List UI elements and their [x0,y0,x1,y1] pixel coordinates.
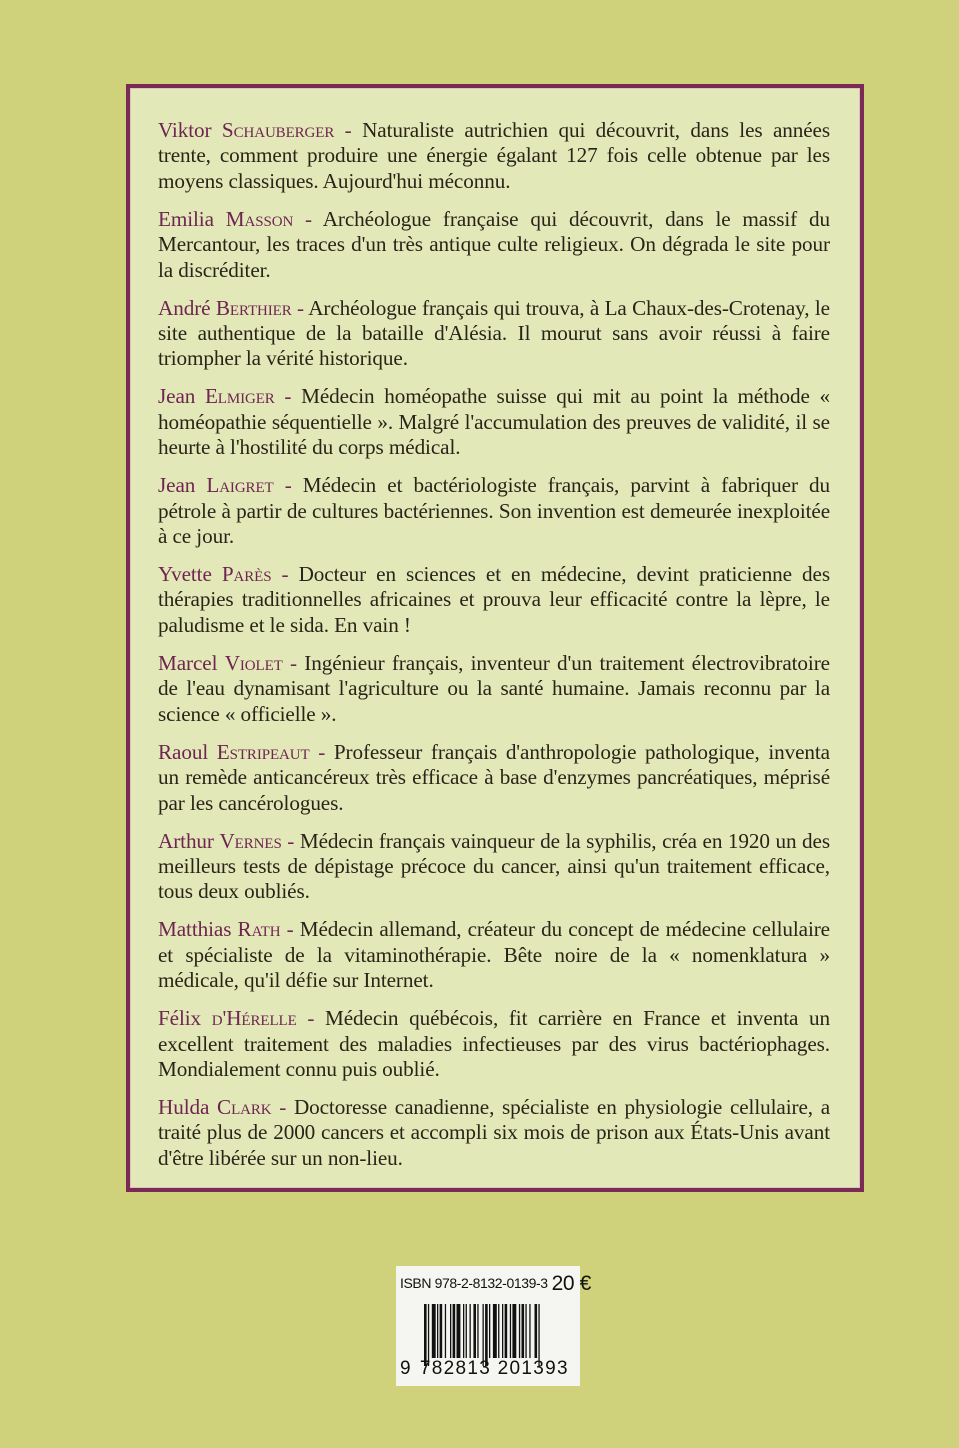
barcode-bar [535,1304,538,1358]
barcode-bar [498,1304,499,1358]
author-first-name: Viktor [158,118,212,142]
barcode-bar [485,1304,488,1366]
author-description: Professeur français d'anthropologie pathologique, inventa un remède anticancéreux très efficace à base d'enzymes pancréatiques, méprisé par les cancérologues. [158,739,830,815]
barcode-bar [450,1304,451,1358]
barcode-bar [466,1304,467,1358]
barcode-bar [457,1304,461,1358]
barcode-bar [505,1304,508,1358]
author-surname: Vernes [219,828,282,853]
author-first-name: Yvette [158,562,212,587]
barcode-bar [522,1304,525,1358]
author-entry [158,562,830,638]
author-surname: Rath [237,917,281,942]
author-description: Naturaliste autrichien qui découvrit, dans les années trente, comment produire une énergie égalant 127 fois celle obtenue par les moyens classiques. Aujourd'hui méconnu. [158,118,830,193]
author-surname: Parès [221,562,272,587]
author-description: Médecin québécois, fit carrière en France et inventa un excellent traitement des maladies infectieuses par des virus bactériophages. Mondialement connu puis oublié. [158,1006,830,1081]
price: 20 € [551,1272,591,1295]
barcode-bar [477,1304,478,1358]
author-first-name: Hulda [158,1094,210,1119]
author-first-name: Félix [158,1006,202,1031]
author-first-name: Jean [158,384,196,409]
author-description: Docteur en sciences et en médecine, devint praticienne des thérapies traditionnelles africaines et prouva leur efficacité contre la lèpre, le paludisme et le sida. En vain ! [158,562,830,637]
author-surname: Laigret [206,473,274,498]
ean-digit-groups: 782813 201393 [419,1358,569,1379]
barcode-bar [502,1304,503,1358]
author-surname: Violet [224,650,283,675]
barcode-bar [510,1304,511,1358]
author-description: Médecin allemand, créateur du concept de médecine cellulaire et spécialiste de la vitaminothérapie. Bête noire de la « nomenklatura » médicale, qu'il défie sur Internet. [158,917,830,993]
barcode-bar [512,1304,516,1358]
barcode-bar [473,1304,476,1358]
isbn-number: ISBN 978-2-8132-0139-3 [400,1275,548,1291]
entry-separator: - [282,650,305,675]
author-first-name: Jean [158,473,196,498]
barcode-bars [424,1304,576,1366]
author-surname: Berthier [215,295,292,320]
barcode-bar [445,1304,446,1358]
entry-separator: - [293,206,323,231]
author-entry [158,473,830,549]
entry-separator: - [273,473,303,498]
ean-digits [400,1358,569,1380]
author-first-name: Raoul [158,739,209,764]
author-surname: Elmiger [204,384,275,409]
author-entries [158,118,830,1184]
author-description: Médecin et bactériologiste français, parvint à fabriquer du pétrole à partir de cultures bactériennes. Son invention est demeurée inexploitée à ce jour. [158,473,830,549]
author-first-name: Arthur [158,828,214,853]
entry-separator: - [296,1006,325,1031]
author-first-name: Matthias [158,917,232,942]
author-entry [158,740,830,816]
author-description: Ingénieur français, inventeur d'un traitement électrovibratoire de l'eau dynamisant l'agriculture ou la santé humaine. Jamais reconnu par la science « officielle ». [158,650,830,726]
barcode-bar [538,1304,539,1366]
author-entry [158,1095,830,1171]
author-entry [158,917,830,993]
author-entry [158,296,830,372]
author-entry [158,829,830,905]
author-description: Doctoresse canadienne, spécialiste en physiologie cellulaire, a traité plus de 2000 cancers et accompli six mois de prison aux États-Unis avant d'être libérée sur un non-lieu. [158,1094,830,1170]
author-surname: Clark [217,1094,272,1119]
author-entry [158,207,830,283]
author-entry [158,118,830,194]
isbn-line [400,1272,591,1296]
author-surname: Estripeaut [216,739,310,764]
barcode-bar [432,1304,436,1358]
author-list-panel [126,84,864,1192]
author-entry [158,384,830,460]
entry-separator: - [309,739,334,764]
barcode-bar [483,1304,484,1366]
barcode-bar [529,1304,530,1358]
author-entry [158,651,830,727]
entry-separator: - [271,1094,294,1119]
entry-separator: - [280,917,300,942]
author-surname: Masson [225,206,294,231]
author-first-name: Emilia [158,206,214,231]
author-description: Archéologue française qui découvrit, dans le massif du Mercantour, les traces d'un très antique culte religieux. On dégrada le site pour la discréditer. [158,206,830,282]
entry-separator: - [281,828,300,853]
author-first-name: André [158,295,211,320]
author-surname: d'Hérelle [211,1006,297,1031]
barcode-bar [424,1304,427,1366]
entry-separator: - [334,118,363,142]
barcode-bar [463,1304,464,1358]
author-entry [158,1006,830,1082]
barcode-bar [428,1304,429,1366]
author-first-name: Marcel [158,650,218,675]
entry-separator: - [291,295,309,320]
barcode-bar [519,1304,520,1358]
entry-separator: - [274,384,302,409]
isbn-barcode-label [396,1266,591,1386]
author-description: Médecin français vainqueur de la syphilis, créa en 1920 un des meilleurs tests de dépistage précoce du cancer, ainsi qu'un traitement efficace, tous deux oubliés. [158,828,830,904]
barcode-bar [470,1304,471,1358]
barcode-bar [453,1304,456,1358]
author-description: Médecin homéopathe suisse qui mit au point la méthode « homéopathie séquentielle ». Malgré l'accumulation des preuves de validité, il se heurte à l'hostilité du corps médical. [158,384,830,460]
barcode-bar [525,1304,526,1358]
barcode-bar [493,1304,497,1358]
ean-lead-digit: 9 [400,1358,412,1379]
author-description: Archéologue français qui trouva, à La Chaux-des-Crotenay, le site authentique de la bataille d'Alésia. Il mourut sans avoir réussi à faire triompher la vérité historique. [158,295,830,371]
barcode-bar [437,1304,438,1358]
entry-separator: - [271,562,299,587]
barcode-bar [440,1304,443,1358]
author-surname: Schauberger [221,118,335,142]
barcode-bar [489,1304,490,1358]
